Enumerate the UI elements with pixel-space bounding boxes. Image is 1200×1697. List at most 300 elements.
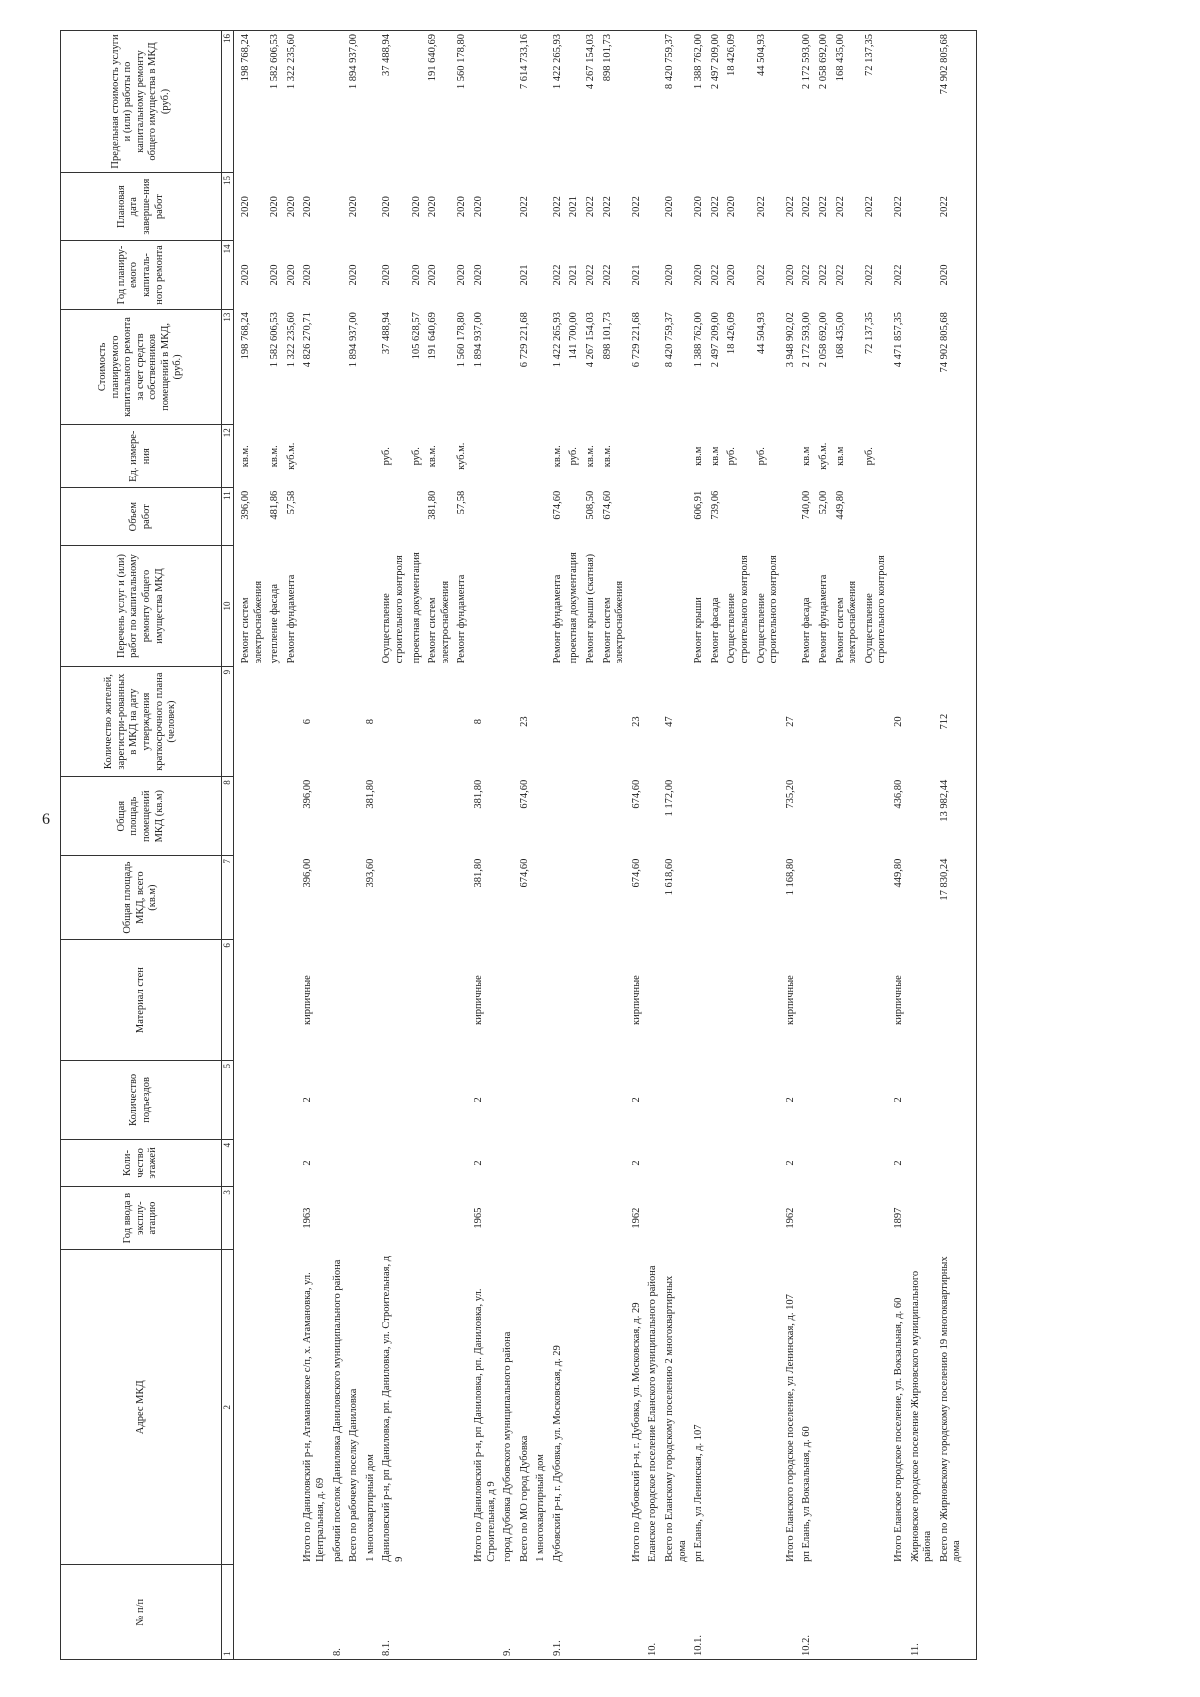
table-cell	[454, 1187, 471, 1250]
table-cell: 2020	[693, 196, 705, 218]
table-cell: город Дубовка Дубовского муниципального района	[502, 1331, 514, 1562]
bottom-border-cell	[966, 1250, 977, 1565]
table-cell	[645, 173, 662, 241]
table-cell: Ремонт систем электроснабжения	[427, 580, 451, 664]
table-cell	[517, 425, 534, 488]
table-cell	[833, 666, 862, 776]
table-cell: 191 640,69	[427, 312, 439, 360]
table-cell	[783, 546, 800, 667]
table-cell: 2020	[456, 196, 468, 218]
table-cell	[833, 777, 862, 856]
table-cell	[363, 1187, 380, 1250]
table-cell	[908, 488, 937, 546]
table-cell	[862, 1250, 891, 1565]
table-cell	[600, 1565, 629, 1660]
table-cell: Всего по Еланскому городскому поселению 2 многоквартирных дома	[664, 1275, 688, 1562]
table-cell: 2020	[348, 196, 360, 218]
table-cell: 2021	[568, 196, 580, 218]
table-cell: 2020	[348, 264, 360, 286]
table-cell: 2022	[817, 264, 829, 286]
table-cell: 23	[630, 716, 642, 727]
column-number: 3	[222, 1187, 234, 1250]
table-row	[346, 31, 363, 1660]
table-cell: 2020	[726, 196, 738, 218]
table-cell: 2020	[285, 264, 297, 286]
column-number: 7	[222, 856, 234, 940]
table-cell: 1 894 937,00	[472, 312, 484, 368]
table-cell: Итого по Даниловский р-н, Атамановское с/п, х. Атамановка, ул. Центральная, д. 69	[302, 1272, 326, 1562]
table-cell	[284, 666, 301, 776]
table-cell	[908, 1187, 937, 1250]
header-cell: Перечень услуг и (или) работ по капитальному ремонту общего имущества МКД	[61, 546, 222, 667]
table-cell: Ремонт фасада	[709, 597, 721, 664]
table-cell: 2 058 692,00	[817, 312, 829, 368]
table-cell	[708, 940, 725, 1061]
table-cell	[629, 1565, 646, 1660]
table-cell	[662, 425, 691, 488]
table-cell	[425, 856, 454, 940]
table-cell: 2021	[518, 264, 530, 286]
table-cell	[300, 1565, 329, 1660]
table-row	[533, 31, 550, 1660]
table-cell	[425, 666, 454, 776]
table-cell: 2022	[585, 196, 597, 218]
table-cell	[799, 1139, 816, 1186]
table-cell	[645, 777, 662, 856]
table-cell	[363, 940, 380, 1061]
table-cell	[600, 856, 629, 940]
table-cell: 1 422 265,93	[551, 312, 563, 368]
table-row	[937, 31, 966, 1660]
table-cell	[238, 777, 267, 856]
page-number: 6	[42, 811, 50, 828]
table-cell: 44 504,93	[755, 312, 767, 355]
table-cell	[566, 777, 583, 856]
table-cell	[330, 777, 347, 856]
column-number: 5	[222, 1061, 234, 1140]
bottom-border-cell	[966, 1139, 977, 1186]
table-row	[550, 31, 567, 1660]
table-cell	[409, 1139, 426, 1186]
table-cell	[379, 1187, 408, 1250]
table-cell	[754, 1139, 783, 1186]
table-cell: 1 388 762,00	[693, 312, 705, 368]
table-row	[662, 31, 691, 1660]
table-cell	[500, 1187, 517, 1250]
table-cell	[662, 1139, 691, 1186]
table-cell	[533, 1565, 550, 1660]
table-cell: 52,00	[817, 490, 829, 515]
table-cell	[500, 488, 517, 546]
table-cell: Даниловский р-н, рп Даниловка, рп. Даниловка, ул. Строительная, д 9	[381, 1255, 405, 1562]
table-cell	[500, 856, 517, 940]
table-cell	[238, 940, 267, 1061]
table-row	[816, 31, 833, 1660]
header-cell: Год планиру-емого капиталь-ного ремонта	[61, 241, 222, 309]
table-cell	[363, 1061, 380, 1140]
table-cell	[816, 1061, 833, 1140]
table-cell	[754, 1187, 783, 1250]
bottom-border-cell	[966, 241, 977, 309]
table-cell: руб.	[863, 447, 875, 466]
table-cell: 2020	[784, 264, 796, 286]
table-cell: 37 488,94	[379, 31, 408, 173]
table-cell	[409, 1187, 426, 1250]
table-cell	[238, 1187, 267, 1250]
table-cell	[937, 425, 966, 488]
table-cell	[662, 1187, 691, 1250]
table-cell	[409, 856, 426, 940]
table-cell	[691, 1139, 708, 1186]
table-cell: 2020	[472, 196, 484, 218]
table-cell	[724, 666, 753, 776]
table-cell	[267, 1139, 284, 1186]
table-cell	[724, 488, 753, 546]
table-cell	[267, 666, 284, 776]
table-cell: 13 982,44	[938, 779, 950, 822]
table-cell	[533, 241, 550, 309]
table-cell: 1962	[784, 1207, 796, 1229]
table-cell	[833, 1187, 862, 1250]
table-row	[783, 31, 800, 1660]
table-cell	[500, 666, 517, 776]
table-cell: 8.1.	[379, 1565, 408, 1660]
table-cell	[284, 940, 301, 1061]
table-cell	[662, 1565, 691, 1660]
table-cell: 1 894 937,00	[346, 31, 363, 173]
table-cell: Ремонт систем электроснабжения	[240, 580, 264, 664]
table-cell: 18 426,09	[726, 312, 738, 355]
table-cell	[238, 1250, 267, 1565]
table-cell: 23	[518, 716, 530, 727]
table-cell	[346, 488, 363, 546]
table-cell	[816, 666, 833, 776]
table-cell	[454, 940, 471, 1061]
table-cell	[908, 546, 937, 667]
table-cell	[908, 425, 937, 488]
table-cell	[754, 1061, 783, 1140]
table-cell: 898 101,73	[600, 31, 629, 173]
table-cell	[645, 666, 662, 776]
table-cell: Ремонт фундамента	[456, 574, 468, 664]
table-cell	[708, 1565, 725, 1660]
table-cell: 9.	[500, 1565, 517, 1660]
table-cell: 2022	[892, 264, 904, 286]
table-cell	[583, 1139, 600, 1186]
table-cell	[645, 31, 662, 173]
table-cell: 1 322 235,60	[285, 312, 297, 368]
table-cell	[454, 856, 471, 940]
table-cell: 2	[630, 1097, 642, 1103]
table-cell	[566, 1187, 583, 1250]
table-cell	[645, 940, 662, 1061]
table-cell: Жирновское городское поселение Жирновского муниципального района	[909, 1270, 934, 1562]
table-cell: 2020	[664, 264, 676, 286]
table-cell	[346, 1187, 363, 1250]
table-cell: Осуществление строительного контроля	[381, 555, 405, 664]
table-row	[379, 31, 408, 1660]
table-cell	[908, 241, 937, 309]
table-cell: кв.м	[709, 446, 721, 466]
table-cell	[583, 777, 600, 856]
table-cell	[566, 666, 583, 776]
table-cell: 141 700,00	[568, 312, 580, 360]
table-cell: 396,00	[302, 858, 314, 888]
table-cell: кв.м	[693, 446, 705, 466]
table-cell	[471, 1565, 500, 1660]
table-cell: 37 488,94	[381, 312, 393, 355]
table-cell	[908, 309, 937, 425]
table-cell	[566, 1139, 583, 1186]
table-cell: 4 267 154,03	[585, 312, 597, 368]
table-cell	[754, 1565, 783, 1660]
table-cell	[300, 425, 329, 488]
header-cell: Год ввода в эксплу-атацию	[61, 1187, 222, 1250]
table-row	[691, 31, 708, 1660]
table-cell	[862, 1139, 891, 1186]
table-row	[908, 31, 937, 1660]
table-cell: 10.	[645, 1565, 662, 1660]
table-cell: 2	[302, 1160, 314, 1166]
table-cell	[662, 546, 691, 667]
table-cell: Дубовский р-н, г. Дубовка, ул. Московская, д. 29	[551, 1345, 563, 1562]
table-cell	[330, 1187, 347, 1250]
table-cell: 2020	[240, 264, 251, 286]
table-cell: Ремонт систем электроснабжения	[834, 580, 859, 664]
table-cell	[862, 488, 891, 546]
table-cell: 1963	[302, 1207, 314, 1229]
table-cell: 2022	[709, 264, 721, 286]
table-cell: 9.1.	[550, 1565, 567, 1660]
table-cell	[645, 546, 662, 667]
table-cell	[862, 777, 891, 856]
table-cell	[891, 546, 908, 667]
table-cell	[363, 1139, 380, 1186]
table-cell	[862, 1061, 891, 1140]
table-cell	[908, 1139, 937, 1186]
table-cell: кирпичные	[630, 975, 642, 1025]
table-cell	[284, 1187, 301, 1250]
table-cell	[363, 309, 380, 425]
column-number-row	[222, 31, 234, 1660]
table-cell: 2020	[472, 264, 484, 286]
table-cell: 2020	[285, 196, 297, 218]
table-cell	[799, 1187, 816, 1250]
table-cell: 674,60	[601, 490, 613, 520]
table-cell: 74 902 805,68	[938, 312, 950, 373]
table-cell	[566, 31, 583, 173]
table-cell	[629, 488, 646, 546]
table-cell	[533, 31, 550, 173]
table-cell	[891, 425, 908, 488]
table-row	[471, 31, 500, 1660]
table-cell: 740,00	[801, 490, 813, 520]
table-cell	[566, 488, 583, 546]
table-cell: 2022	[755, 196, 767, 218]
bottom-border-cell	[966, 940, 977, 1061]
table-cell	[908, 173, 937, 241]
table-cell	[629, 425, 646, 488]
table-row	[517, 31, 534, 1660]
column-number: 4	[222, 1139, 234, 1186]
bottom-border-cell	[966, 173, 977, 241]
table-cell	[425, 1061, 454, 1140]
table-cell	[533, 1139, 550, 1186]
table-cell: 2022	[585, 264, 597, 286]
table-cell	[300, 546, 329, 667]
table-cell: 393,60	[364, 858, 376, 888]
table-cell	[645, 488, 662, 546]
table-cell	[833, 856, 862, 940]
table-cell: 2022	[755, 264, 767, 286]
table-cell	[908, 666, 937, 776]
table-row	[300, 31, 329, 1660]
table-cell	[566, 856, 583, 940]
table-cell	[583, 940, 600, 1061]
table-cell: 2022	[863, 196, 875, 218]
table-cell: кв.м	[834, 446, 846, 466]
table-cell: 2022	[892, 196, 904, 218]
table-cell	[724, 1187, 753, 1250]
bottom-border-cell	[966, 425, 977, 488]
table-cell: 72 137,35	[862, 31, 891, 173]
table-cell	[662, 940, 691, 1061]
table-cell	[566, 1250, 583, 1565]
table-cell	[708, 1250, 725, 1565]
table-cell	[783, 425, 800, 488]
table-cell: Всего по рабочему поселку Даниловка	[348, 1388, 360, 1562]
table-cell: Ремонт фасада	[801, 597, 813, 664]
table-cell	[908, 940, 937, 1061]
bottom-border-cell	[966, 856, 977, 940]
table-cell	[816, 1139, 833, 1186]
table-cell	[500, 1061, 517, 1140]
table-cell: 508,50	[585, 490, 597, 520]
table-cell	[708, 666, 725, 776]
table-cell	[346, 666, 363, 776]
column-number: 13	[222, 309, 234, 425]
table-cell	[600, 666, 629, 776]
table-cell	[330, 488, 347, 546]
table-cell	[550, 940, 567, 1061]
table-cell	[409, 940, 426, 1061]
table-cell: 198 768,24	[238, 31, 267, 173]
table-cell	[284, 856, 301, 940]
table-cell	[238, 856, 267, 940]
header-cell: Ед. измере-ния	[61, 425, 222, 488]
table-cell: руб.	[726, 447, 738, 466]
table-cell: 168 435,00	[833, 31, 862, 173]
table-cell	[363, 425, 380, 488]
table-cell: 674,60	[630, 858, 642, 888]
table-cell	[891, 488, 908, 546]
column-number: 11	[222, 488, 234, 546]
table-cell	[600, 940, 629, 1061]
table-cell	[533, 1187, 550, 1250]
table-cell: 2 058 692,00	[816, 31, 833, 173]
table-cell: 2022	[801, 196, 813, 218]
table-cell: 898 101,73	[601, 312, 613, 360]
table-cell: 2	[784, 1097, 796, 1103]
table-cell	[862, 940, 891, 1061]
table-cell	[500, 777, 517, 856]
table-cell	[517, 546, 534, 667]
table-cell: 2022	[601, 196, 613, 218]
table-cell: руб.	[755, 447, 767, 466]
table-cell: 481,86	[269, 490, 281, 520]
table-row	[600, 31, 629, 1660]
table-cell	[662, 488, 691, 546]
table-cell	[600, 1250, 629, 1565]
table-cell	[409, 666, 426, 776]
table-cell	[517, 940, 534, 1061]
table-cell	[662, 1061, 691, 1140]
table-row	[330, 31, 347, 1660]
table-cell: 1 172,00	[664, 779, 676, 817]
table-cell	[937, 546, 966, 667]
table-cell	[908, 856, 937, 940]
table-cell: 2020	[269, 196, 281, 218]
table-cell	[425, 1565, 454, 1660]
table-cell: 396,00	[302, 779, 314, 809]
table-cell	[833, 1250, 862, 1565]
table-cell	[500, 31, 517, 173]
table-cell	[454, 1139, 471, 1186]
table-row	[629, 31, 646, 1660]
table-cell: Итого по Даниловский р-н, рп Даниловка, рп. Даниловка, ул. Строительная, д 9	[472, 1288, 497, 1562]
table-cell: 739,06	[709, 490, 721, 520]
table-cell	[330, 241, 347, 309]
table-cell: 1897	[892, 1207, 904, 1229]
table-cell: 2 172 593,00	[801, 312, 813, 368]
header-cell: Количество подъездов	[61, 1061, 222, 1140]
table-cell	[645, 1061, 662, 1140]
table-row	[238, 31, 267, 1660]
header-cell: Объем работ	[61, 488, 222, 546]
table-cell	[691, 666, 708, 776]
table-cell: 4 471 857,35	[892, 312, 904, 368]
table-cell	[754, 777, 783, 856]
table-row	[862, 31, 891, 1660]
table-cell	[238, 1061, 267, 1140]
table-cell	[691, 1061, 708, 1140]
table-cell	[862, 1565, 891, 1660]
table-cell: 2022	[630, 196, 642, 218]
table-cell	[471, 425, 500, 488]
header-cell: № п/п	[61, 1565, 222, 1660]
table-cell: 1 322 235,60	[284, 31, 301, 173]
table-cell	[517, 1139, 534, 1186]
table-cell	[937, 1565, 966, 1660]
table-cell	[471, 488, 500, 546]
table-cell: 4 267 154,03	[583, 31, 600, 173]
table-cell	[379, 940, 408, 1061]
table-cell	[724, 1250, 753, 1565]
header-cell: Плановая дата заверше-ния работ	[61, 173, 222, 241]
table-cell: 2020	[456, 264, 468, 286]
table-cell	[708, 777, 725, 856]
table-cell	[284, 1250, 301, 1565]
table-row	[454, 31, 471, 1660]
table-cell	[379, 1139, 408, 1186]
table-cell	[533, 425, 550, 488]
table-cell: 2022	[518, 196, 530, 218]
table-cell: 47	[664, 716, 676, 727]
table-cell: 2020	[381, 196, 393, 218]
table-cell	[833, 1061, 862, 1140]
table-cell	[330, 940, 347, 1061]
table-cell: Осуществление строительного контроля	[726, 555, 750, 664]
